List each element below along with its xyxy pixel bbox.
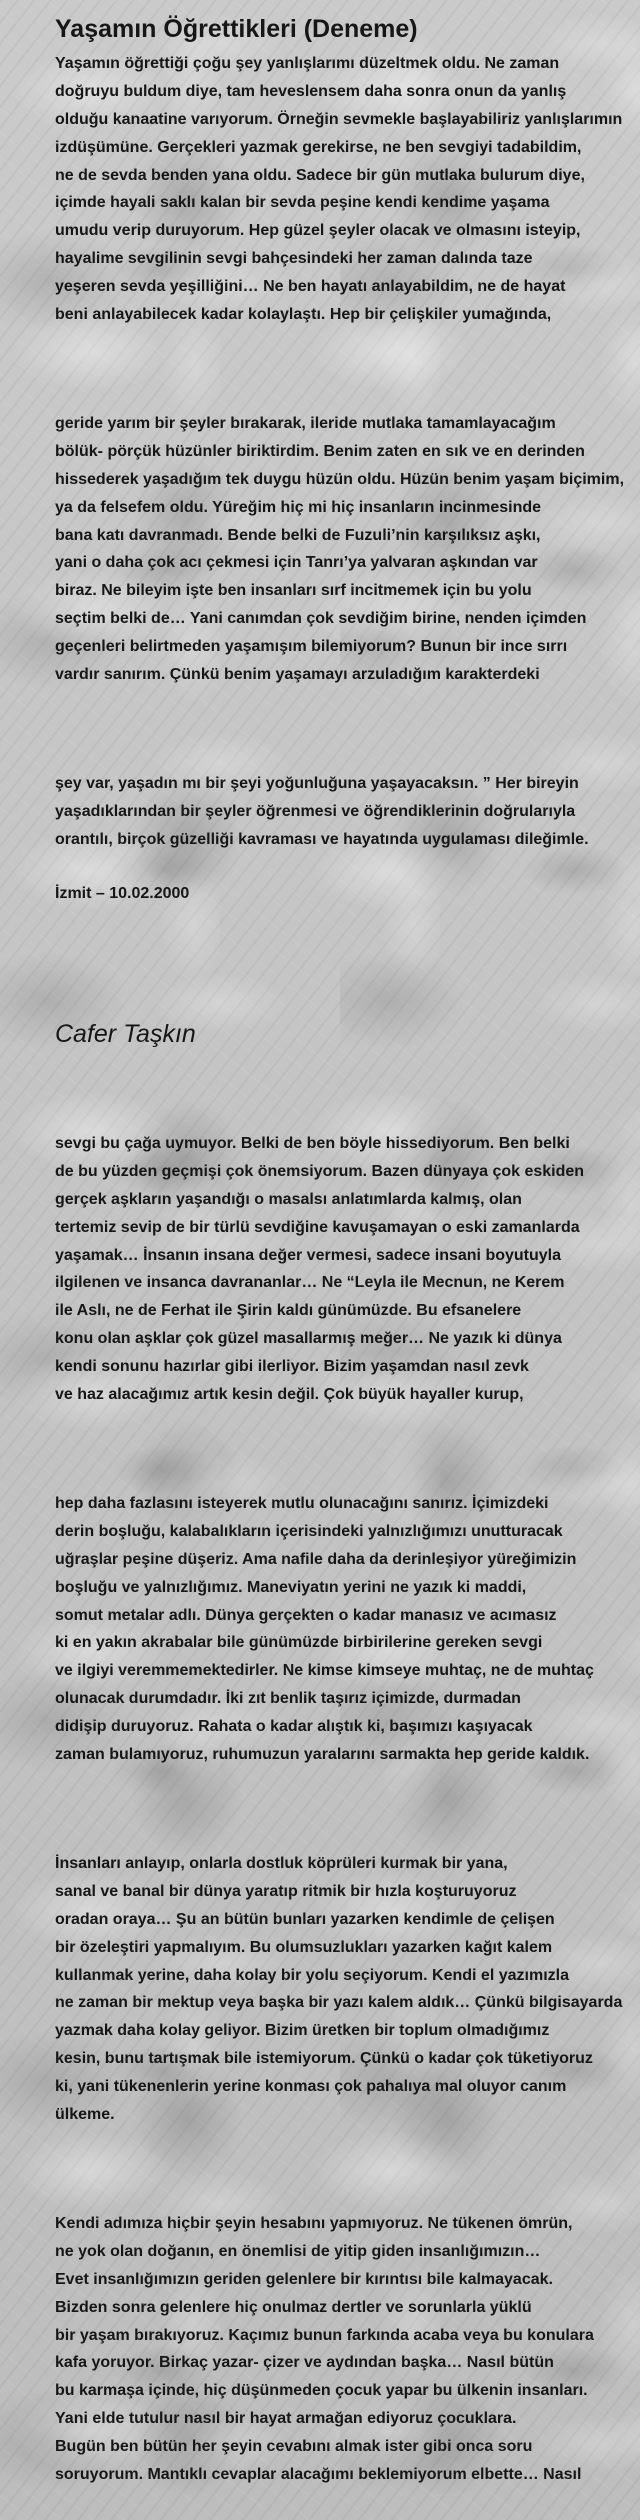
- text-line: oradan oraya… Şu an bütün bunları yazarken kendimle de çelişen: [55, 1910, 555, 1928]
- paragraph-block-3: [55, 770, 589, 854]
- text-line: uğraşlar peşine düşeriz. Ama nafile daha da derinleşiyor yüreğimizin: [55, 1550, 577, 1568]
- text-line: Yani elde tutulur nasıl bir hayat armağan ediyoruz çocuklara.: [55, 2410, 517, 2428]
- text-line: bölük- pörçük hüzünler biriktirdim. Benim zaten en sık ve en derinden: [55, 442, 585, 460]
- text-line: hayalime sevgilinin sevgi bahçesindeki her zaman dalında taze: [55, 250, 533, 268]
- text-line: ülkeme.: [55, 2106, 115, 2124]
- text-line: olunacak durumdadır. İki zıt benlik taşırız içimizde, durmadan: [55, 1690, 521, 1708]
- text-line: içimde hayali saklı kalan bir sevda peşine kendi kendime yaşama: [55, 194, 550, 212]
- text-line: bana katı davranmadı. Bende belki de Fuzuli’nin karşılıksız aşkı,: [55, 526, 541, 544]
- text-line: bir özeleştiri yapmalıyım. Bu olumsuzlukları yazarken kağıt kalem: [55, 1938, 553, 1956]
- text-line: biraz. Ne bileyim işte ben insanları sırf incitmemek için bu yolu: [55, 582, 532, 600]
- text-line: Kendi adımıza hiçbir şeyin hesabını yapmıyoruz. Ne tükenen ömrün,: [55, 2215, 573, 2232]
- text-line: Bizden sonra gelenlere hiç onulmaz dertler ve sorunlarla yüklü: [55, 2298, 532, 2316]
- text-line: orantılı, birçok güzelliği kavraması ve hayatında uygulaması dileğimle.: [55, 830, 589, 848]
- text-line: yeşeren sevda yeşilliğini… Ne ben hayatı anlayabildim, ne de hayat: [55, 278, 566, 296]
- text-line: şey var, yaşadın mı bir şeyi yoğunluğuna yaşayacaksın. ” Her bireyin: [55, 775, 579, 792]
- paragraph-block-5: [55, 1490, 594, 1769]
- text-line: derin boşluğu, kalabalıkların içerisindeki yalnızlığımızı unutturacak: [55, 1522, 563, 1540]
- text-line: ile Aslı, ne de Ferhat ile Şirin kaldı günümüzde. Bu efsanelere: [55, 1302, 522, 1320]
- text-line: doğruyu buldum diye, tam heveslensem daha sonra onun da yanlış: [55, 82, 567, 100]
- text-line: İnsanları anlayıp, onlarla dostluk köprüleri kurmak bir yana,: [55, 1855, 508, 1872]
- text-line: ki, yani tükenenlerin yerine konması çok pahalıya mal oluyor canım: [55, 2078, 567, 2096]
- text-line: umudu verip duruyorum. Hep güzel şeyler olacak ve olmasını isteyip,: [55, 222, 581, 240]
- text-line: sevgi bu çağa uymuyor. Belki de ben böyle hissediyorum. Ben belki: [55, 1135, 570, 1152]
- text-line: beni anlayabilecek kadar kolaylaştı. Hep bir çelişkiler yumağında,: [55, 306, 552, 324]
- text-line: ya da felsefem oldu. Yüreğim hiç mi hiç insanların incinmesinde: [55, 498, 542, 516]
- text-line: hissederek yaşadığım tek duygu hüzün oldu. Hüzün benim yaşam biçimim,: [55, 470, 625, 488]
- text-line: bu karmaşa içinde, hiç düşünmeden çocuk yapar bu ülkenin insanları.: [55, 2382, 588, 2400]
- text-line: kendi sonunu hazırlar gibi ilerliyor. Bizim yaşamdan nasıl zevk: [55, 1358, 529, 1376]
- text-line: ne yok olan doğanın, en önemlisi de yitip giden insanlığımızın…: [55, 2242, 541, 2260]
- text-line: geride yarım bir şeyler bırakarak, ileride mutlaka tamamlayacağım: [55, 415, 556, 432]
- text-line: konu olan aşklar çok güzel masallarmış meğer… Ne yazık ki dünya: [55, 1330, 562, 1348]
- paragraph-block-1: [55, 50, 622, 329]
- text-line: boşluğu ve yalnızlığımız. Maneviyatın yerini ne yazık ki maddi,: [55, 1578, 527, 1596]
- text-line: ve ilgiyi veremmemektedirler. Ne kimse kimseye muhtaç, ne de muhtaç: [55, 1662, 594, 1680]
- text-line: Bugün ben bütün her şeyin cevabını almak ister gibi onca soru: [55, 2438, 533, 2456]
- text-line: soruyorum. Mantıklı cevaplar alacağımı beklemiyorum elbette… Nasıl: [55, 2466, 582, 2484]
- place-date: İzmit – 10.02.2000: [55, 885, 190, 902]
- text-line: ve haz alacağımız artık kesin değil. Çok büyük hayaller kurup,: [55, 1386, 524, 1404]
- text-line: tertemiz sevip de bir türlü sevdiğine kavuşamayan o eski zamanlarda: [55, 1218, 580, 1236]
- text-line: zaman bulamıyoruz, ruhumuzun yaralarını sarmakta hep geride kaldık.: [55, 1746, 590, 1764]
- text-line: Yaşamın öğrettiği çoğu şey yanlışlarımı düzeltmek oldu. Ne zaman: [55, 55, 560, 72]
- text-line: sanal ve banal bir dünya yaratıp ritmik bir hızla koşturuyoruz: [55, 1882, 517, 1900]
- essay-title: Yaşamın Öğrettikleri (Deneme): [55, 15, 418, 43]
- text-line: didişip duruyoruz. Rahata o kadar alıştık ki, başımızı kaşıyacak: [55, 1718, 533, 1736]
- text-line: bir yaşam bırakıyoruz. Kaçımız bunun farkında acaba veya bu konulara: [55, 2326, 594, 2344]
- text-line: izdüşümüne. Gerçekleri yazmak gerekirse, ne ben sevgiyi tadabildim,: [55, 138, 582, 156]
- text-line: geçenleri belirtmeden yaşamışım bilemiyorum? Bunun bir ince sırrı: [55, 638, 568, 656]
- text-line: ne de sevda benden yana oldu. Sadece bir gün mutlaka bulurum diye,: [55, 166, 585, 184]
- text-line: kullanmak yerine, daha kolay bir yolu seçiyorum. Kendi el yazımızla: [55, 1966, 569, 1984]
- text-line: de bu yüzden geçmişi çok önemsiyorum. Bazen dünyaya çok eskiden: [55, 1162, 585, 1180]
- paragraph-block-4: [55, 1130, 584, 1409]
- text-line: ki en yakın akrabalar bile günümüzde birbirilerine gereken sevgi: [55, 1634, 543, 1652]
- paragraph-block-7: [55, 2210, 594, 2489]
- text-line: yazmak daha kolay geliyor. Bizim üretken bir toplum olmadığımız: [55, 2022, 550, 2040]
- text-line: seçtim belki de… Yani canımdan çok sevdiğim birine, nenden içimden: [55, 610, 587, 628]
- text-line: vardır sanırım. Çünkü benim yaşamayı arzuladığım karakterdeki: [55, 666, 540, 684]
- text-line: hep daha fazlasını isteyerek mutlu olunacağını sanırız. İçimizdeki: [55, 1495, 549, 1512]
- paragraph-block-6: [55, 1850, 622, 2129]
- text-line: olduğu kanaatine varıyorum. Örneğin sevmekle başlayabiliriz yanlışlarımın: [55, 110, 623, 128]
- text-line: kesin, bunu tartışmak bile istemiyorum. Çünkü o kadar çok tüketiyoruz: [55, 2050, 593, 2068]
- text-line: yani o daha çok acı çekmesi için Tanrı’ya yalvaran aşkından var: [55, 554, 538, 572]
- text-line: gerçek aşkların yaşandığı o masalsı anlatımlarda kalmış, olan: [55, 1190, 522, 1208]
- text-line: ne zaman bir mektup veya başka bir yazı kalem aldık… Çünkü bilgisayarda: [55, 1994, 623, 2012]
- text-line: Evet insanlığımızın geriden gelenlere bir kırıntısı bile kalmayacak.: [55, 2270, 553, 2288]
- text-line: yaşadıklarından bir şeyler öğrenmesi ve öğrendiklerinin doğrularıyla: [55, 802, 576, 820]
- paragraph-block-2: [55, 410, 624, 689]
- text-line: kafa yoruyor. Birkaç yazar- çizer ve aydından başka… Nasıl bütün: [55, 2354, 554, 2372]
- text-line: somut metalar adlı. Dünya gerçekten o kadar manasız ve acımasız: [55, 1606, 557, 1624]
- text-line: ilgilenen ve insanca davrananlar… Ne “Leyla ile Mecnun, ne Kerem: [55, 1274, 565, 1292]
- author-name: Cafer Taşkın: [55, 1020, 196, 1048]
- text-line: yaşamak… İnsanın insana değer vermesi, sadece insani boyutuyla: [55, 1246, 561, 1264]
